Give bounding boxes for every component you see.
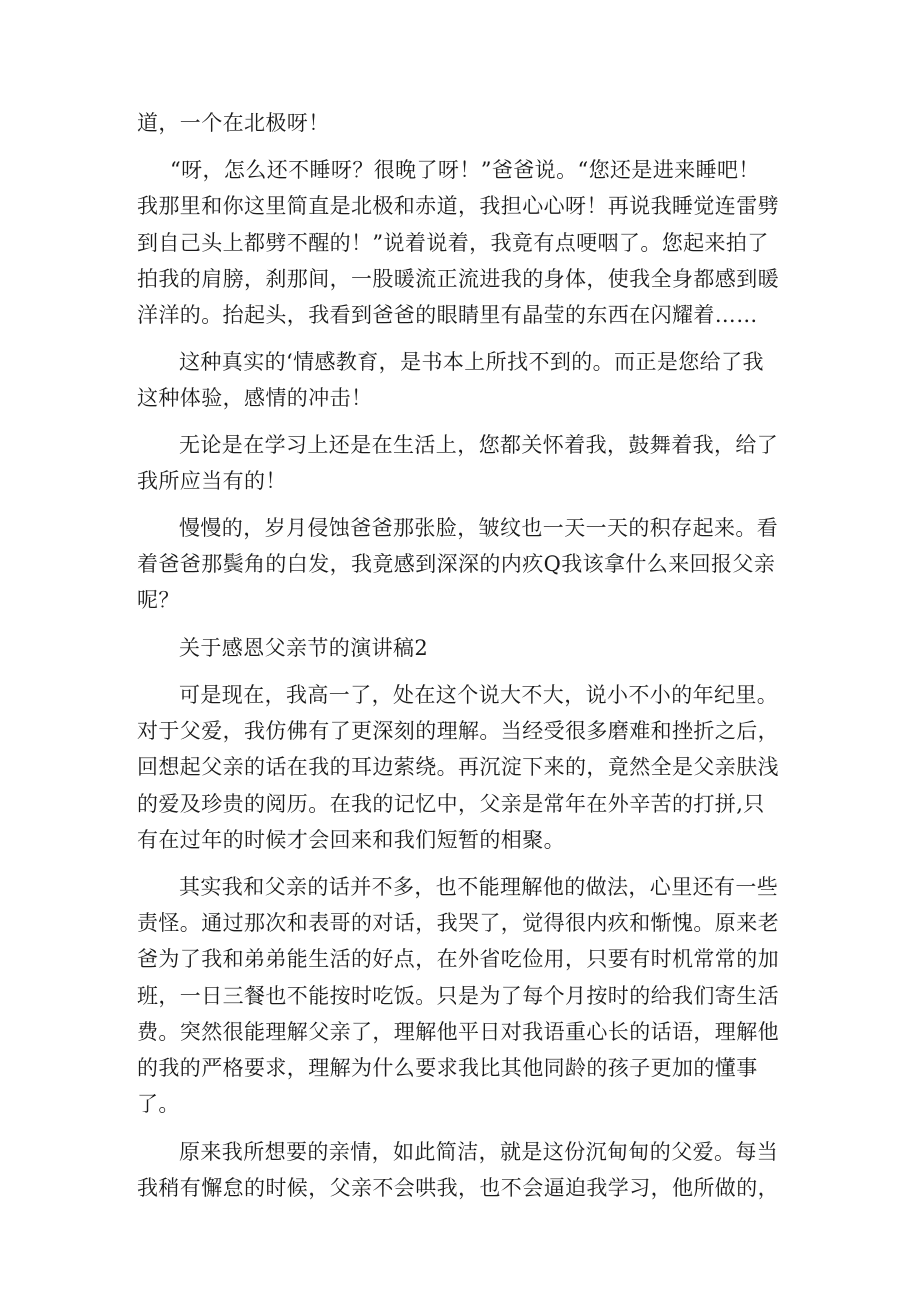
text-line: 这种体验，感情的冲击！ [137, 386, 373, 410]
text-line: 呢？ [137, 588, 180, 612]
text-line: 我那里和你这里简直是北极和赤道，我担心心呀！再说我睡觉连雷劈 [137, 194, 779, 218]
text-line: 无论是在学习上还是在生活上，您都关怀着我，鼓舞着我，给了 [179, 433, 779, 457]
text-line: 洋洋的。抬起头，我看到爸爸的眼睛里有晶莹的东西在闪耀着…… [137, 303, 758, 327]
text-line: 了。 [137, 1092, 180, 1116]
text-line: “呀，怎么还不睡呀？很晚了呀！”爸爸说。“您还是进来睡吧！ [170, 158, 760, 182]
text-line: 我所应当有的！ [137, 469, 287, 493]
text-line: 道，一个在北极呀！ [137, 111, 330, 135]
text-line: 的爱及珍贵的阅历。在我的记忆中，父亲是常年在外辛苦的打拼,只 [137, 792, 765, 816]
text-line: 爸为了我和弟弟能生活的好点，在外省吃俭用，只要有时机常常的加 [137, 947, 779, 971]
text-line: 拍我的肩膀，刹那间，一股暖流正流进我的身体，使我全身都感到暖 [137, 267, 779, 291]
text-line: 有在过年的时候才会回来和我们短暂的相聚。 [137, 828, 565, 852]
text-line: 我稍有懈怠的时候，父亲不会哄我，也不会逼迫我学习，他所做的， [137, 1176, 779, 1200]
text-line: 班，一日三餐也不能按时吃饭。只是为了每个月按时的给我们寄生活 [137, 984, 779, 1008]
text-line: 慢慢的，岁月侵蚀爸爸那张脸，皱纹也一天一天的积存起来。看 [179, 516, 779, 540]
text-line: 的我的严格要求，理解为什么要求我比其他同龄的孩子更加的懂事 [137, 1056, 758, 1080]
text-line: 这种真实的‘情感教育，是书本上所找不到的。而正是您给了我 [179, 350, 764, 374]
section-title: 关于感恩父亲节的演讲稿2 [179, 636, 429, 660]
text-line: 费。突然很能理解父亲了，理解他平日对我语重心长的话语，理解他 [137, 1020, 779, 1044]
text-line: 着爸爸那鬓角的白发，我竟感到深深的内疚Q我该拿什么来回报父亲 [137, 552, 776, 576]
text-line: 其实我和父亲的话并不多，也不能理解他的做法，心里还有一些 [179, 875, 779, 899]
text-line: 到自己头上都劈不醒的！”说着说着，我竟有点哽咽了。您起来拍了 [137, 231, 769, 255]
text-line: 回想起父亲的话在我的耳边萦绕。再沉淀下来的，竟然全是父亲肤浅 [137, 755, 779, 779]
text-line: 原来我所想要的亲情，如此简洁，就是这份沉甸甸的父爱。每当 [179, 1140, 779, 1164]
text-line: 可是现在，我高一了，处在这个说大不大，说小不小的年纪里。 [179, 683, 779, 707]
text-line: 对于父爱，我仿佛有了更深刻的理解。当经受很多磨难和挫折之后， [137, 719, 779, 743]
text-line: 责怪。通过那次和表哥的对话，我哭了，觉得很内疚和惭愧。原来老 [137, 911, 779, 935]
